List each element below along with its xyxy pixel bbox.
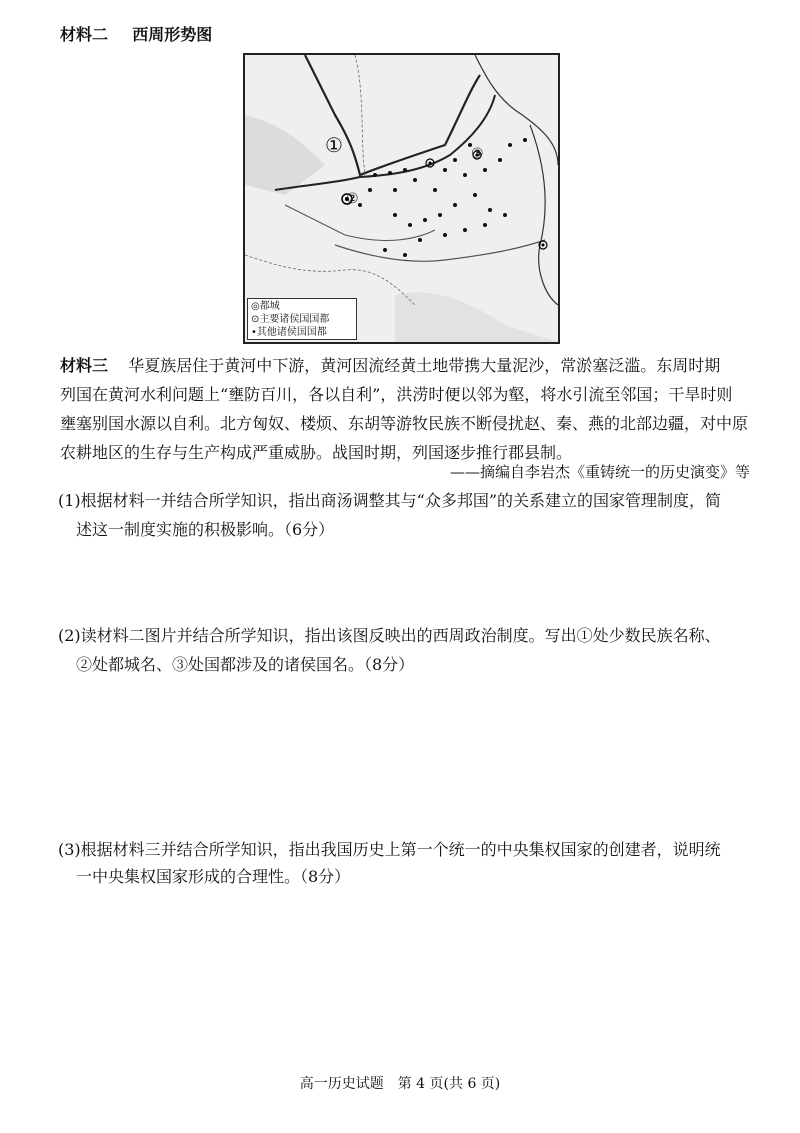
map-marker-2: ② — [346, 191, 359, 207]
question-1-line-2: 述这一制度实施的积极影响。（6分） — [76, 520, 335, 539]
question-3-line-2: 一中央集权国家形成的合理性。（8分） — [76, 867, 351, 886]
legend-item-capital: ◎都城 — [251, 301, 280, 312]
material-2-label: 材料二 — [60, 25, 109, 44]
question-2-line-1: (2)读材料二图片并结合所学知识，指出该图反映出的西周政治制度。写出①处少数民族名称、 — [58, 626, 721, 645]
material-2-heading — [60, 22, 212, 45]
map-marker-1: ① — [325, 133, 343, 157]
map-legend — [247, 298, 357, 340]
question-1-line-1: (1)根据材料一并结合所学知识，指出商汤调整其与“众多邦国”的关系建立的国家管理制度，简 — [58, 491, 722, 510]
material-3-label: 材料三 — [60, 356, 109, 375]
material-3-text-3: 壅塞别国水源以自利。北方匈奴、楼烦、东胡等游牧民族不断侵扰赵、秦、燕的北部边疆，对中原 — [60, 414, 749, 433]
material-3-text-1: 华夏族居住于黄河中下游，黄河因流经黄土地带携大量泥沙，常淤塞泛滥。东周时期 — [128, 356, 721, 375]
western-zhou-map — [243, 53, 560, 344]
material-2-title: 西周形势图 — [132, 25, 213, 44]
material-3-text-4: 农耕地区的生存与生产构成严重威胁。战国时期，列国逐步推行郡县制。 — [60, 443, 573, 462]
question-2-line-2: ②处都城名、③处国都涉及的诸侯国名。（8分） — [76, 655, 415, 674]
material-3-line-1 — [60, 353, 720, 376]
question-3-line-1: (3)根据材料三并结合所学知识，指出我国历史上第一个统一的中央集权国家的创建者，说明统 — [58, 840, 721, 859]
material-3-text-2: 列国在黄河水利问题上“壅防百川，各以自利”，洪涝时便以邻为壑，将水引流至邻国；干旱时则 — [60, 385, 733, 404]
legend-item-major-state: ⊙主要诸侯国国都 — [251, 314, 330, 325]
page-footer: 高一历史试题 第 4 页(共 6 页) — [299, 1076, 501, 1092]
material-3-source: ——摘编自李岩杰《重铸统一的历史演变》等 — [449, 463, 750, 481]
map-marker-3: ③ — [471, 146, 484, 162]
legend-item-other-state: •其他诸侯国国都 — [251, 327, 327, 338]
